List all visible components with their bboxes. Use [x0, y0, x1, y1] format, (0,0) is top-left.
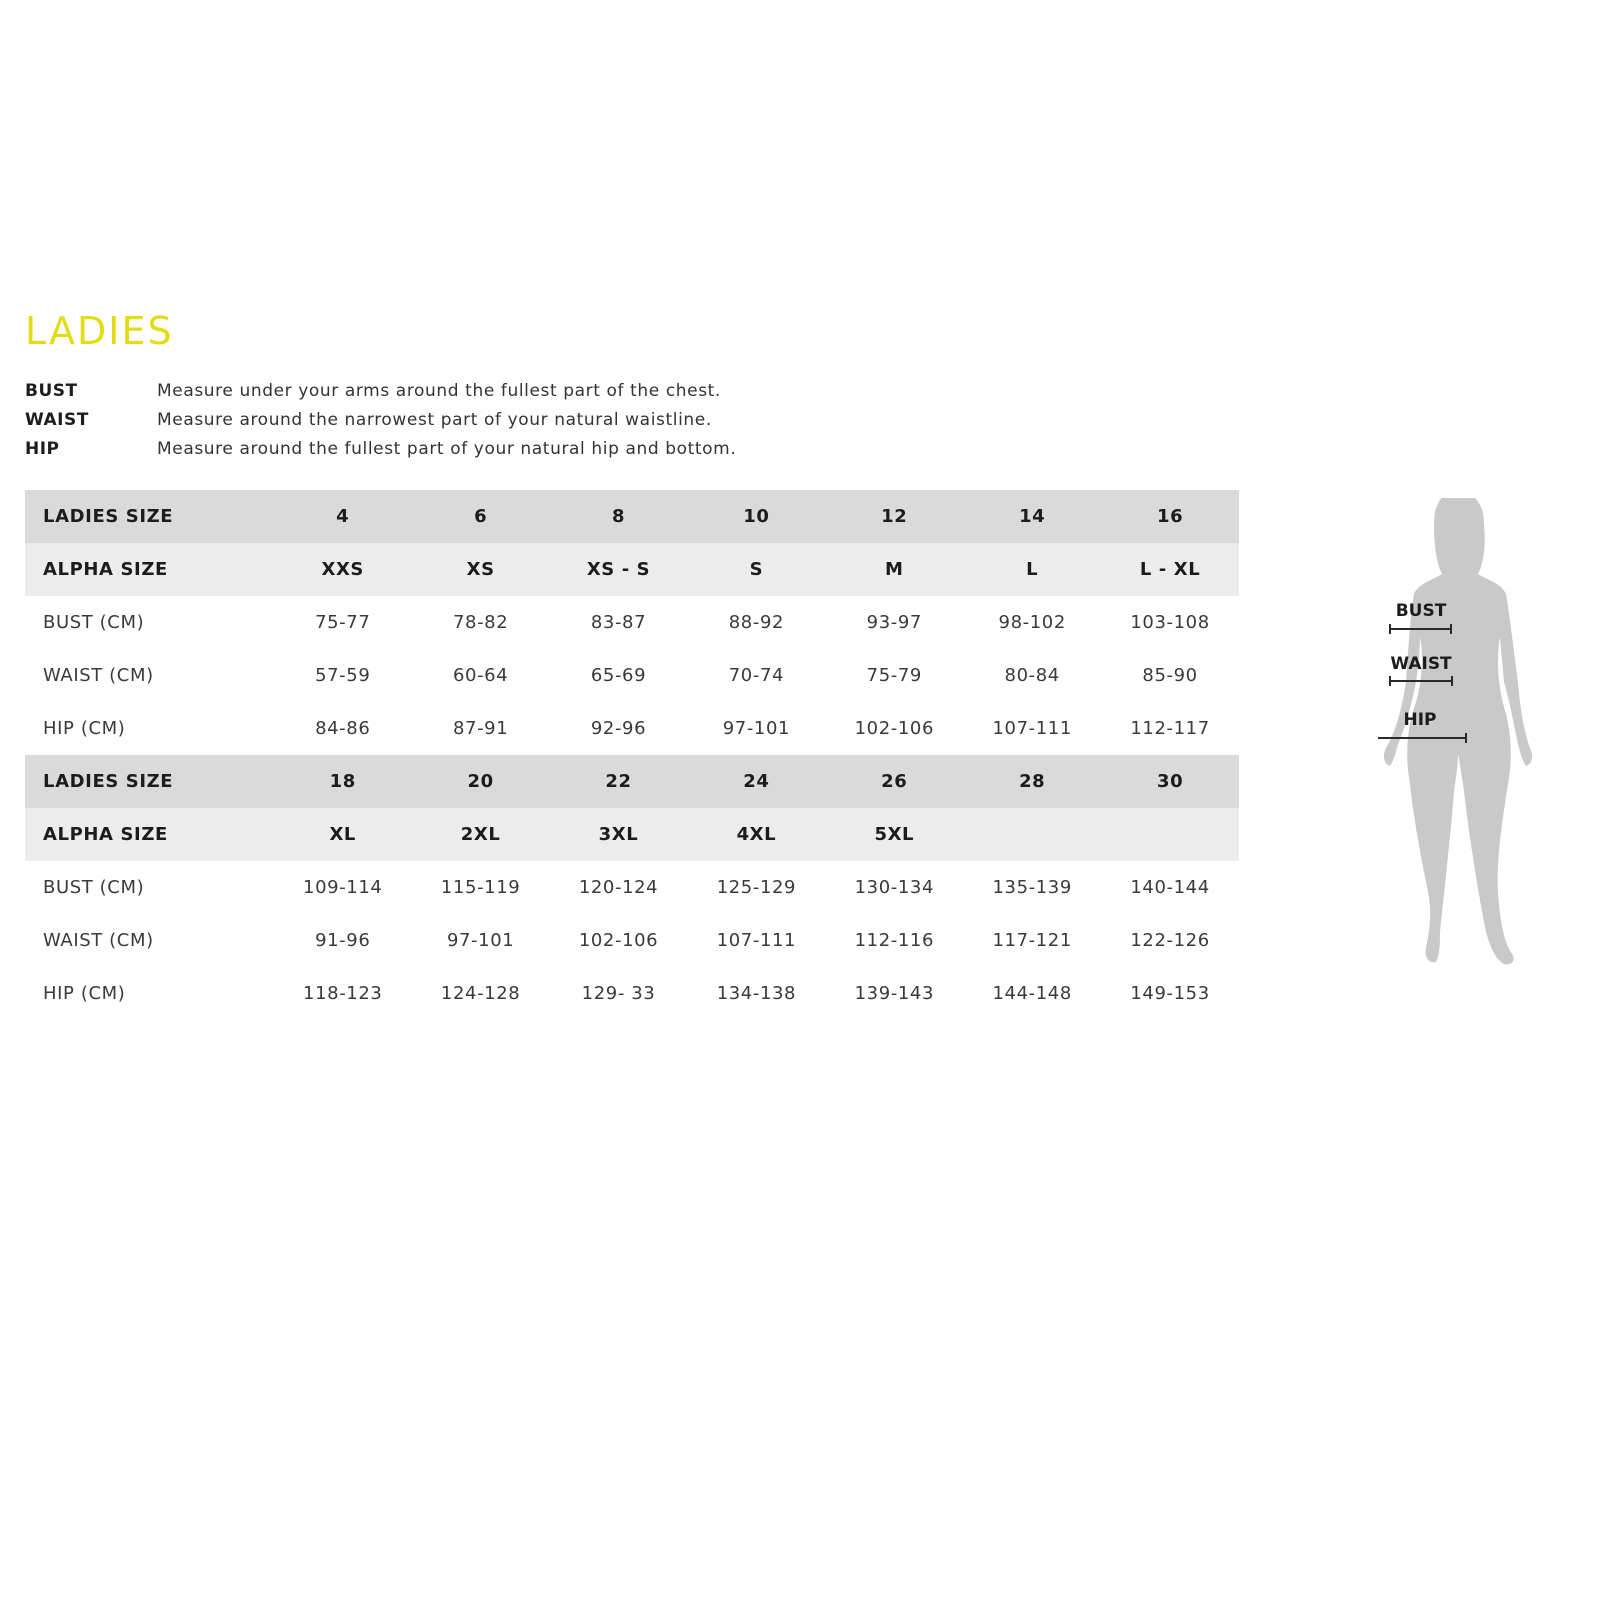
table-cell: 122-126: [1130, 930, 1210, 951]
table-cell: 115-119: [440, 877, 521, 898]
table-cell: 5XL: [874, 824, 915, 845]
guide-description: Measure around the narrowest part of your natural waistline.: [157, 409, 712, 430]
table-cell: 102-106: [854, 718, 935, 739]
table-cell: 24: [743, 771, 770, 792]
table-cell: 80-84: [1004, 665, 1060, 686]
table-cell: 125-129: [716, 877, 797, 898]
table-cell: 98-102: [998, 612, 1066, 633]
guide-row-waist: [25, 405, 1025, 434]
table-cell: 12: [881, 506, 908, 527]
table-cell: 117-121: [992, 930, 1072, 951]
table-cell: L: [1026, 559, 1039, 580]
table-cell: 134-138: [716, 983, 797, 1004]
hip-row: [25, 702, 1239, 755]
row-label: BUST (CM): [43, 877, 145, 898]
table-cell: XS: [466, 559, 495, 580]
guide-description: Measure under your arms around the fullest part of the chest.: [157, 380, 721, 401]
table-cell: 135-139: [992, 877, 1072, 898]
table-cell: M: [885, 559, 904, 580]
table-cell: 18: [329, 771, 356, 792]
table-cell: 129- 33: [581, 983, 656, 1004]
table-cell: 118-123: [303, 983, 383, 1004]
table-cell: 140-144: [1130, 877, 1210, 898]
table-cell: 28: [1019, 771, 1046, 792]
table-cell: S: [749, 559, 764, 580]
guide-row-hip: [25, 434, 1025, 463]
table-cell: 139-143: [854, 983, 935, 1004]
figure-label-hip: HIP: [1403, 710, 1437, 730]
table-cell: 109-114: [303, 877, 383, 898]
figure-label-bust: BUST: [1395, 601, 1447, 621]
measurement-guide: [25, 376, 1025, 463]
table-cell: 78-82: [452, 612, 509, 633]
waist-row: [25, 914, 1239, 967]
table-cell: 22: [605, 771, 632, 792]
table-cell: XXS: [321, 559, 364, 580]
table-cell: 4: [336, 506, 350, 527]
table-cell: 124-128: [440, 983, 521, 1004]
table-cell: 10: [743, 506, 770, 527]
table-cell: 26: [881, 771, 908, 792]
row-label: LADIES SIZE: [43, 771, 174, 792]
row-label: HIP (CM): [43, 718, 126, 739]
row-label: WAIST (CM): [43, 930, 154, 951]
table-cell: 16: [1156, 506, 1184, 527]
table-cell: 85-90: [1142, 665, 1198, 686]
table-cell: 93-97: [866, 612, 922, 633]
guide-term: HIP: [25, 438, 60, 459]
table-cell: 144-148: [992, 983, 1072, 1004]
row-label: BUST (CM): [43, 612, 145, 633]
table-cell: 149-153: [1130, 983, 1210, 1004]
size-chart-table: [25, 490, 1239, 1020]
table-cell: 97-101: [446, 930, 515, 951]
table-cell: 3XL: [598, 824, 639, 845]
female-silhouette-icon: [1378, 498, 1538, 998]
figure-label-waist: WAIST: [1390, 654, 1452, 674]
guide-description: Measure around the fullest part of your natural hip and bottom.: [157, 438, 737, 459]
table-cell: 87-91: [452, 718, 509, 739]
ladies-size-row: [25, 755, 1239, 808]
bust-row: [25, 596, 1239, 649]
silhouette-body: [1384, 498, 1532, 964]
table-cell: L - XL: [1139, 559, 1201, 580]
waist-row: [25, 649, 1239, 702]
table-cell: 65-69: [590, 665, 647, 686]
row-label: HIP (CM): [43, 983, 126, 1004]
table-cell: 112-117: [1130, 718, 1210, 739]
table-cell: 107-111: [716, 930, 797, 951]
table-cell: 103-108: [1130, 612, 1210, 633]
table-cell: 6: [474, 506, 488, 527]
table-cell: 2XL: [460, 824, 501, 845]
table-cell: 102-106: [578, 930, 659, 951]
table-cell: 70-74: [728, 665, 785, 686]
row-label: LADIES SIZE: [43, 506, 174, 527]
guide-row-bust: [25, 376, 1025, 405]
hip-row: [25, 967, 1239, 1020]
table-cell: 107-111: [992, 718, 1072, 739]
table-cell: 83-87: [590, 612, 647, 633]
table-cell: 20: [467, 771, 494, 792]
bust-row: [25, 861, 1239, 914]
guide-term: WAIST: [25, 409, 89, 430]
table-cell: 8: [611, 506, 626, 527]
table-cell: 84-86: [315, 718, 371, 739]
table-cell: 120-124: [578, 877, 659, 898]
table-cell: 75-79: [866, 665, 922, 686]
row-label: ALPHA SIZE: [43, 559, 168, 580]
table-cell: 30: [1156, 771, 1184, 792]
table-cell: 57-59: [315, 665, 371, 686]
row-label: WAIST (CM): [43, 665, 154, 686]
ladies-size-row: [25, 490, 1239, 543]
guide-term: BUST: [25, 380, 78, 401]
table-cell: XS - S: [586, 559, 651, 580]
table-cell: 14: [1019, 506, 1046, 527]
table-cell: 91-96: [315, 930, 371, 951]
page-title: LADIES: [25, 309, 174, 353]
table-cell: 88-92: [728, 612, 785, 633]
table-cell: 97-101: [722, 718, 791, 739]
row-label: ALPHA SIZE: [43, 824, 168, 845]
table-cell: 92-96: [590, 718, 647, 739]
table-cell: 75-77: [315, 612, 371, 633]
table-cell: XL: [329, 824, 357, 845]
figure-diagram: [1378, 498, 1538, 998]
alpha-size-row: [25, 543, 1239, 596]
alpha-size-row: [25, 808, 1239, 861]
table-cell: 4XL: [736, 824, 777, 845]
table-cell: 112-116: [854, 930, 935, 951]
table-cell: 130-134: [854, 877, 935, 898]
table-cell: 60-64: [452, 665, 509, 686]
